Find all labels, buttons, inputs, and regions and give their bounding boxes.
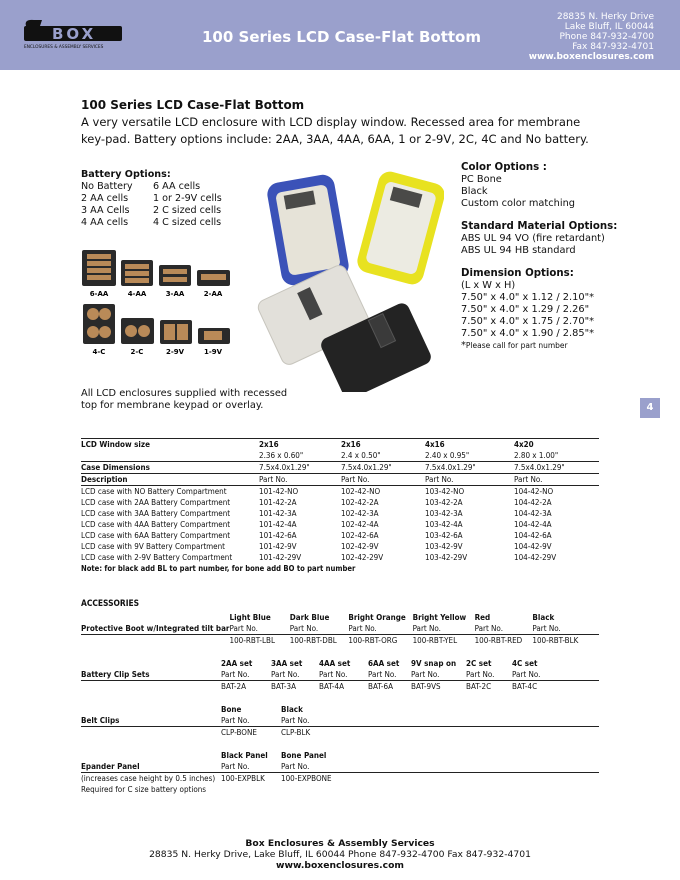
header-title: 100 Series LCD Case-Flat Bottom	[202, 28, 481, 46]
part-no: 100-RBT-YEL	[412, 636, 458, 645]
header-band	[0, 0, 680, 70]
part-no: BAT-4C	[512, 682, 538, 691]
dimension-note-text: Please call for part number	[465, 341, 568, 350]
window-dim: 2.80 x 1.00"	[514, 450, 599, 462]
partno-label: Part No.	[466, 669, 512, 681]
partno-label: Part No.	[281, 715, 599, 727]
thumb-label: 2-AA	[203, 290, 223, 298]
color-item: Black	[461, 186, 488, 197]
row-desc: LCD case with 4AA Battery Compartment	[81, 520, 231, 529]
part-no: 104-42-9V	[514, 542, 552, 551]
part-no: 102-42-29V	[341, 553, 384, 562]
thumb-label: 4-C	[92, 348, 106, 356]
accessories-heading: ACCESSORIES	[81, 598, 140, 608]
boot-color: Light Blue	[229, 613, 271, 622]
part-no: 104-42-29V	[514, 553, 557, 562]
battery-thumb-2aa	[197, 270, 230, 286]
partno-label: Part No.	[221, 669, 271, 681]
logo-subtitle: ENCLOSURES & ASSEMBLY SERVICES	[24, 45, 104, 50]
part-no: 102-42-2A	[341, 498, 379, 507]
expander-panel-table	[81, 750, 599, 795]
logo-text: BOX	[52, 25, 97, 43]
part-no: 102-42-9V	[341, 542, 379, 551]
color-options	[461, 162, 617, 210]
yellow-boot-enclosure	[355, 169, 444, 287]
table-row	[81, 530, 599, 541]
belt-label: Belt Clips	[81, 715, 221, 727]
thumb-label: 1-9V	[203, 348, 223, 356]
partno-label: Part No.	[368, 669, 411, 681]
window-size: 4x16	[425, 439, 514, 451]
case-dim: 7.5x4.0x1.29"	[425, 462, 514, 474]
boot-label: Protective Boot w/Integrated tilt bar	[81, 624, 230, 633]
panel-note: (increases case height by 0.5 inches)	[81, 774, 216, 783]
accessories-section	[81, 598, 599, 795]
partno-label: Part No.	[411, 669, 466, 681]
footer	[0, 838, 680, 871]
recess-note: All LCD enclosures supplied with recessed top for membrane keypad or overlay.	[81, 388, 288, 411]
header-address	[529, 12, 654, 62]
part-no: BAT-6A	[368, 682, 393, 691]
partno-label: Part No.	[221, 761, 281, 773]
partno-label: Part No.	[290, 623, 349, 635]
battery-compartment-thumbnails	[80, 246, 240, 358]
dimension-note-star: *	[461, 340, 466, 351]
battery-item: 4 AA cells	[81, 217, 129, 228]
clip-set: 6AA set	[368, 659, 400, 668]
thumb-label: 4-AA	[127, 290, 147, 298]
battery-item: 1 or 2-9V cells	[153, 193, 222, 204]
part-no: 101-42-NO	[259, 487, 299, 496]
part-no: 103-42-6A	[425, 531, 463, 540]
material-heading: Standard Material Options:	[461, 221, 618, 232]
panel-label: Epander Panel	[81, 761, 221, 773]
dimension-item: 7.50" x 4.0" x 1.90 / 2.85"*	[461, 328, 595, 339]
boot-table	[81, 612, 599, 646]
partno-label: Part No.	[413, 623, 475, 635]
dimension-item: 7.50" x 4.0" x 1.12 / 2.10"*	[461, 292, 595, 303]
thumb-label: 2-C	[130, 348, 144, 356]
footer-company: Box Enclosures & Assembly Services	[245, 838, 435, 849]
part-no: 100-EXPBLK	[221, 774, 265, 783]
page-tab[interactable]: 4	[640, 398, 660, 418]
partno-label: Part No.	[229, 623, 289, 635]
part-no: 103-42-NO	[425, 487, 465, 496]
part-no: 101-42-3A	[259, 509, 297, 518]
part-no: 101-42-6A	[259, 531, 297, 540]
case-dim: 7.5x4.0x1.29"	[259, 462, 341, 474]
part-no: 100-RBT-DBL	[289, 636, 337, 645]
battery-clip-table	[81, 658, 599, 692]
header-city: Lake Bluff, IL 60044	[564, 22, 654, 32]
table-row	[81, 552, 599, 563]
battery-thumb-4aa	[121, 260, 153, 286]
part-no: 103-42-29V	[425, 553, 468, 562]
material-options	[461, 221, 617, 257]
partno-label: Part No.	[348, 623, 412, 635]
color-item: Custom color matching	[461, 198, 576, 209]
header-phone: Phone 847-932-4700	[559, 32, 654, 42]
case-dim: 7.5x4.0x1.29"	[341, 462, 425, 474]
partno-label: Part No.	[341, 474, 425, 486]
clip-set: 2AA set	[221, 659, 253, 668]
part-no: 102-42-NO	[341, 487, 381, 496]
part-no: 104-42-6A	[514, 531, 552, 540]
part-no: 102-42-4A	[341, 520, 379, 529]
part-no: 100-RBT-RED	[474, 636, 523, 645]
battery-thumb-3aa	[159, 265, 191, 286]
battery-thumb-6aa	[82, 250, 116, 286]
partno-label: Part No.	[514, 474, 599, 486]
thumb-label: 3-AA	[165, 290, 185, 298]
row-desc: LCD case with 6AA Battery Compartment	[81, 531, 231, 540]
boot-color: Bright Orange	[348, 613, 406, 622]
battery-options	[81, 169, 222, 229]
part-no: BAT-9VS	[411, 682, 441, 691]
part-no: 100-RBT-LBL	[229, 636, 275, 645]
partno-label: Part No.	[425, 474, 514, 486]
lcd-window-label: LCD Window size	[81, 439, 259, 451]
part-no: BAT-2C	[466, 682, 492, 691]
lcd-part-table	[81, 438, 599, 574]
panel-color: Bone Panel	[281, 751, 327, 760]
table-row	[81, 541, 599, 552]
battery-item: 6 AA cells	[153, 181, 201, 192]
clip-set: 2C set	[466, 659, 492, 668]
part-no: 101-42-9V	[259, 542, 297, 551]
dimension-note	[461, 340, 617, 352]
header-fax: Fax 847-932-4701	[572, 42, 654, 52]
material-item: ABS UL 94 HB standard	[461, 245, 576, 256]
boot-color: Red	[474, 613, 491, 622]
part-no: BAT-4A	[319, 682, 344, 691]
window-dim: 2.36 x 0.60"	[259, 450, 341, 462]
partno-label: Part No.	[271, 669, 319, 681]
part-no: 100-RBT-ORG	[348, 636, 398, 645]
dimension-options	[461, 268, 617, 352]
row-desc: LCD case with NO Battery Compartment	[81, 487, 227, 496]
part-no: 101-42-4A	[259, 520, 297, 529]
part-no: 101-42-2A	[259, 498, 297, 507]
battery-thumb-2c	[121, 318, 154, 344]
header-web-link[interactable]: www.boxenclosures.com	[528, 52, 654, 62]
battery-list	[81, 181, 222, 229]
part-no: 102-42-6A	[341, 531, 379, 540]
panel-color: Black Panel	[221, 751, 268, 760]
enclosure-product-photo	[252, 168, 444, 392]
row-desc: LCD case with 9V Battery Compartment	[81, 542, 225, 551]
row-desc: LCD case with 2-9V Battery Compartment	[81, 553, 233, 562]
part-no: BAT-3A	[271, 682, 296, 691]
battery-item: No Battery	[81, 181, 133, 192]
clips-label: Battery Clip Sets	[81, 669, 221, 681]
table-row	[81, 519, 599, 530]
options-column	[461, 162, 617, 363]
partno-label: Part No.	[221, 715, 281, 727]
table-row	[81, 497, 599, 508]
part-no: BAT-2A	[221, 682, 246, 691]
boot-color: Black	[532, 613, 555, 622]
window-dim: 2.4 x 0.50"	[341, 450, 425, 462]
part-no: 100-EXPBONE	[281, 774, 332, 783]
desc-label: Description	[81, 474, 259, 486]
belt-color: Bone	[221, 705, 242, 714]
row-desc: LCD case with 3AA Battery Compartment	[81, 509, 231, 518]
dimension-heading: Dimension Options:	[461, 268, 574, 279]
belt-color: Black	[281, 705, 303, 714]
part-no: CLP-BLK	[281, 728, 311, 737]
belt-clip-table	[81, 704, 599, 738]
part-no: 103-42-2A	[425, 498, 463, 507]
product-intro: A very versatile LCD enclosure with LCD display window. Recessed area for membrane key-pad. Battery options include: 2AA, 3AA, 4AA, 6AA, 1 or 2-9V, 2C, 4C and No battery.	[81, 115, 589, 146]
table-note: Note: for black add BL to part number, for bone add BO to part number	[81, 564, 356, 573]
box-logo	[22, 17, 132, 53]
window-size: 2x16	[259, 439, 341, 451]
clip-set: 4C set	[512, 659, 538, 668]
table-row	[81, 486, 599, 498]
battery-item: 2 C sized cells	[153, 205, 222, 216]
clip-set: 4AA set	[319, 659, 351, 668]
window-dim: 2.40 x 0.95"	[425, 450, 514, 462]
dimension-sub: (L x W x H)	[461, 280, 516, 291]
boot-color: Dark Blue	[289, 613, 330, 622]
header-street: 28835 N. Herky Drive	[556, 12, 654, 22]
battery-thumb-4c	[83, 304, 115, 344]
battery-item: 2 AA cells	[81, 193, 129, 204]
battery-thumb-1-9v	[198, 328, 230, 344]
battery-thumb-2-9v	[160, 320, 192, 344]
panel-note: Required for C size battery options	[81, 785, 207, 794]
battery-heading: Battery Options:	[81, 169, 171, 180]
partno-label: Part No.	[259, 474, 341, 486]
case-dim-label: Case Dimensions	[81, 462, 259, 474]
battery-item: 4 C sized cells	[153, 217, 222, 228]
dimension-item: 7.50" x 4.0" x 1.29 / 2.26"	[461, 304, 590, 315]
product-title: 100 Series LCD Case-Flat Bottom	[81, 98, 305, 112]
window-size: 2x16	[341, 439, 425, 451]
footer-address: 28835 N. Herky Drive, Lake Bluff, IL 60044 Phone 847-932-4700 Fax 847-932-4701	[149, 849, 531, 860]
footer-web-link[interactable]: www.boxenclosures.com	[276, 860, 404, 871]
clip-set: 3AA set	[271, 659, 303, 668]
color-heading: Color Options :	[461, 162, 547, 173]
material-item: ABS UL 94 VO (fire retardant)	[461, 233, 605, 244]
part-no: 103-42-9V	[425, 542, 463, 551]
dimension-item: 7.50" x 4.0" x 1.75 / 2.70"*	[461, 316, 595, 327]
color-item: PC Bone	[461, 174, 502, 185]
part-no: 104-42-NO	[514, 487, 554, 496]
table-row	[81, 508, 599, 519]
part-no: 104-42-2A	[514, 498, 552, 507]
thumb-label: 2-9V	[165, 348, 185, 356]
battery-item: 3 AA Cells	[81, 205, 130, 216]
row-desc: LCD case with 2AA Battery Compartment	[81, 498, 231, 507]
partno-label: Part No.	[532, 623, 599, 635]
window-size: 4x20	[514, 439, 599, 451]
thumb-label: 6-AA	[89, 290, 109, 298]
part-no: 101-42-29V	[259, 553, 302, 562]
partno-label: Part No.	[475, 623, 533, 635]
part-no: CLP-BONE	[221, 728, 257, 737]
part-no: 103-42-4A	[425, 520, 463, 529]
part-no: 103-42-3A	[425, 509, 463, 518]
partno-label: Part No.	[319, 669, 368, 681]
part-no: 100-RBT-BLK	[532, 636, 579, 645]
case-dim: 7.5x4.0x1.29"	[514, 462, 599, 474]
clip-set: 9V snap on	[411, 659, 457, 668]
part-no: 104-42-4A	[514, 520, 552, 529]
partno-label: Part No.	[281, 761, 599, 773]
part-no: 102-42-3A	[341, 509, 379, 518]
partno-label: Part No.	[512, 669, 599, 681]
part-no: 104-42-3A	[514, 509, 552, 518]
boot-color: Bright Yellow	[412, 613, 467, 622]
